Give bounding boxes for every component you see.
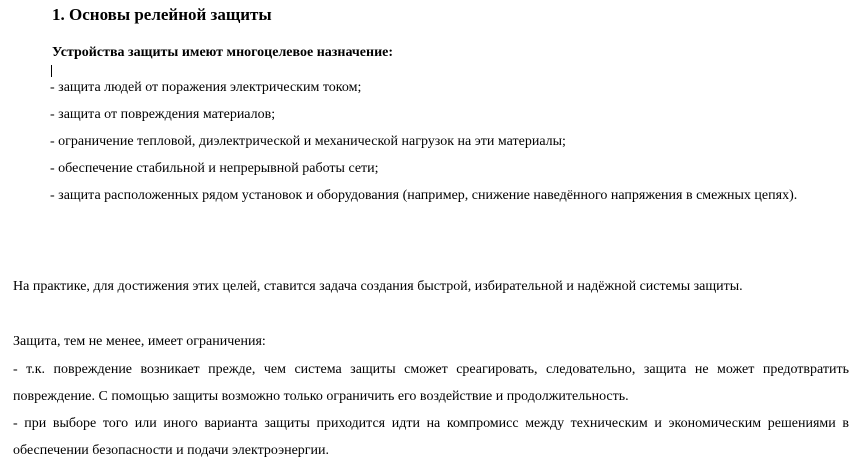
list-item: - ограничение тепловой, диэлектрической и механической нагрузок на эти материалы; <box>50 134 566 149</box>
limitation-paragraph-2: - при выборе того или иного варианта защиты приходится идти на компромисс между техническим и экономическим решениями в обеспечении безопасности и подачи электроэнергии. <box>13 416 849 458</box>
limitation-paragraph-1: - т.к. повреждение возникает прежде, чем система защиты сможет среагировать, следовательно, защита не может предотвратить повреждение. С помощью защиты возможно только ограничить его воздействие и продолжительность. <box>13 362 849 404</box>
section-heading: 1. Основы релейной защиты <box>52 5 272 24</box>
purposes-heading: Устройства защиты имеют многоцелевое назначение: <box>52 45 394 60</box>
practice-paragraph: На практике, для достижения этих целей, ставится задача создания быстрой, избирательной и надёжной системы защиты. <box>13 279 743 294</box>
list-item: - защита от повреждения материалов; <box>50 107 276 122</box>
limitations-intro: Защита, тем не менее, имеет ограничения: <box>13 334 266 349</box>
list-item: - защита расположенных рядом установок и оборудования (например, снижение наведённого напряжения в смежных цепях). <box>50 188 798 203</box>
purposes-list <box>50 74 851 209</box>
list-item: - обеспечение стабильной и непрерывной работы сети; <box>50 161 379 176</box>
list-item: - защита людей от поражения электрическим током; <box>50 80 362 95</box>
